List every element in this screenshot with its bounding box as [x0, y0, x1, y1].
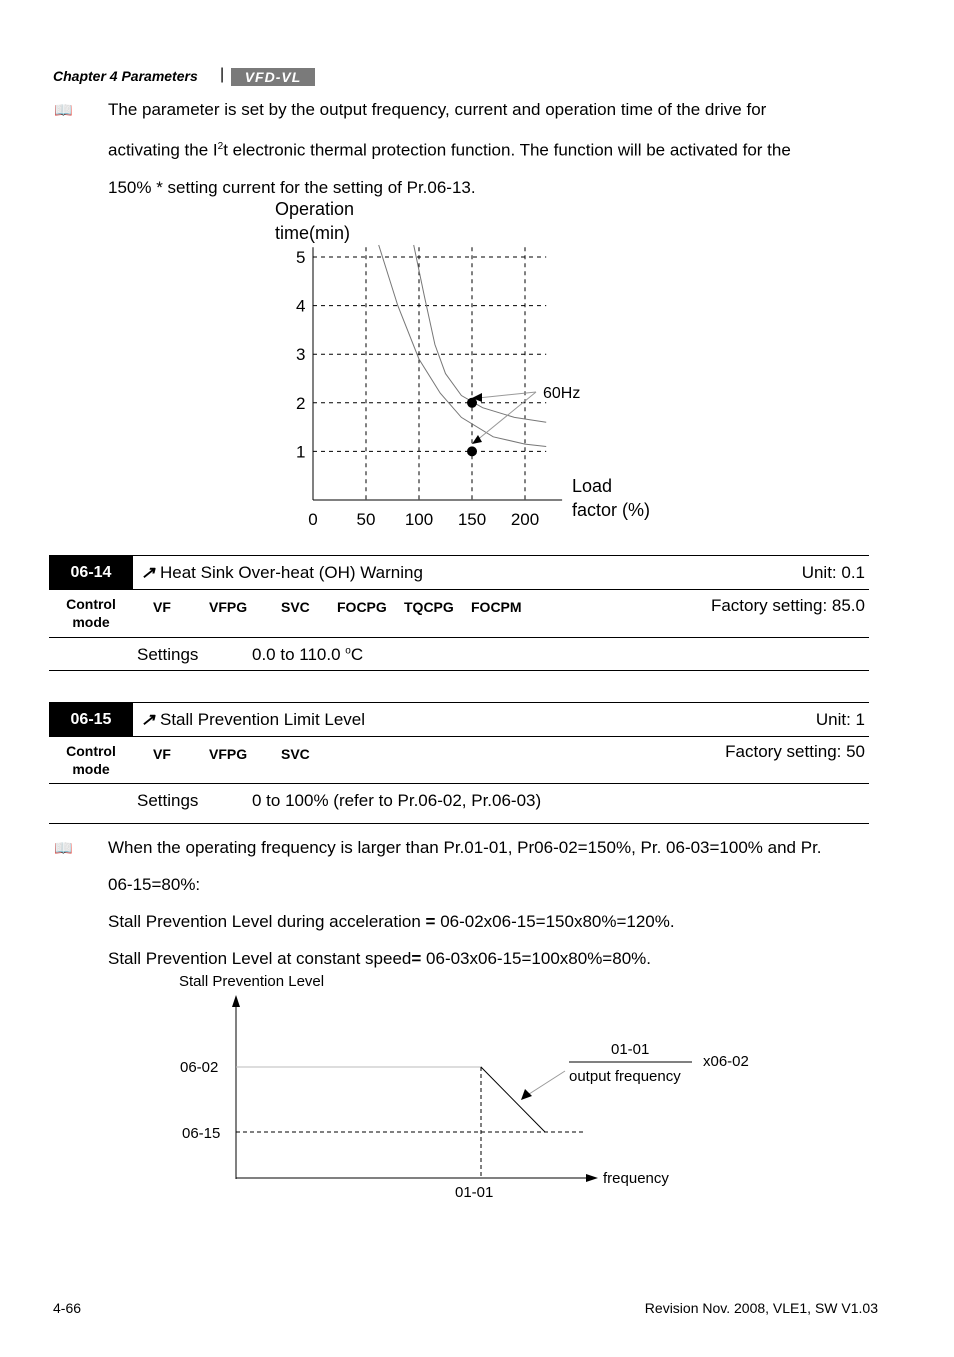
data-point-2	[467, 446, 477, 456]
intro-line-2-sup: 2	[217, 141, 224, 152]
chart1-series	[379, 245, 547, 447]
mode-svc: SVC	[281, 746, 310, 762]
x-tick-150: 150	[457, 510, 487, 529]
thermal-chart	[260, 195, 680, 530]
book-icon: 📖	[54, 102, 73, 119]
param-title	[141, 703, 365, 737]
divider	[49, 823, 869, 824]
divider	[49, 589, 869, 590]
intro-line-2b: t electronic thermal protection function. The function will be activated for the	[223, 140, 791, 160]
chart2-ylabel: Stall Prevention Level	[179, 973, 325, 990]
mode-focpg: FOCPG	[337, 599, 387, 615]
annotation-arrows	[472, 392, 536, 444]
product-logo: VFD-VL	[231, 68, 315, 86]
param-unit: Unit: 0.1	[801, 563, 865, 582]
note-line-2: 06-15=80%:	[108, 875, 201, 894]
param-0614-table	[49, 555, 869, 673]
note-line-4c: 06-03x06-15=100x80%=80%.	[421, 949, 651, 968]
control-mode-label	[49, 742, 133, 778]
param-title-text: Heat Sink Over-heat (OH) Warning	[159, 563, 423, 582]
x-tick-100: 100	[404, 510, 434, 529]
control-mode-line2: mode	[72, 614, 110, 630]
mode-vfpg: VFPG	[209, 599, 248, 615]
intro-line-3: 150% * setting current for the setting of Pr.06-13.	[108, 177, 476, 197]
control-mode-label	[49, 595, 133, 631]
divider	[49, 736, 869, 737]
revision-note: Revision Nov. 2008, VLE1, SW V1.03	[644, 1300, 878, 1316]
note-line-3a: Stall Prevention Level during acceleration	[108, 912, 426, 931]
chart1-ticks	[296, 248, 539, 529]
chart1-ylabel-line2: time(min)	[275, 223, 350, 243]
note-line-4-eq: =	[411, 949, 422, 968]
chart1-axes	[313, 247, 562, 500]
settings-label: Settings	[137, 791, 199, 810]
x-tick-50: 50	[356, 510, 376, 529]
chart2-xlabel: frequency	[603, 1170, 669, 1187]
param-0615-table	[49, 702, 869, 826]
intro-line-2a: activating the I	[108, 140, 218, 160]
chart1-grid	[313, 247, 546, 500]
label-0615: 06-15	[182, 1125, 221, 1142]
note-line-3c: 06-02x06-15=150x80%=120%.	[435, 912, 675, 931]
y-tick-2: 2	[296, 393, 306, 413]
settings-unit: C	[350, 645, 364, 664]
settings-value-text: 0.0 to 110.0	[252, 645, 346, 664]
x-tick-0: 0	[308, 510, 318, 529]
mode-svc: SVC	[281, 599, 310, 615]
thermal-curve-1	[379, 245, 547, 447]
y-tick-3: 3	[296, 345, 306, 365]
factory-setting: Factory setting: 85.0	[710, 596, 865, 615]
quick-set-icon: ↗	[141, 710, 156, 729]
fraction-numerator: 01-01	[611, 1041, 650, 1058]
intro-line-2	[108, 128, 908, 169]
mode-vf: VF	[153, 599, 171, 615]
degree-sup: o	[345, 645, 351, 657]
intro-line-1: The parameter is set by the output frequency, current and operation time of the drive for	[108, 100, 767, 119]
divider	[49, 637, 869, 638]
chart1-xlabel-line1: Load	[572, 476, 613, 496]
mode-vf: VF	[153, 746, 171, 762]
header-separator: |	[220, 66, 225, 83]
control-mode-line1: Control	[66, 743, 116, 759]
book-icon: 📖	[54, 840, 73, 857]
param-code: 06-15	[49, 703, 133, 737]
note-line-3	[108, 903, 898, 940]
param-title	[141, 556, 423, 590]
factory-setting: Factory setting: 50	[725, 742, 865, 761]
mode-tqcpg: TQCPG	[404, 599, 454, 615]
note-line-4a: Stall Prevention Level at constant speed	[108, 949, 412, 968]
note-line-3-eq: =	[425, 912, 436, 931]
param-unit: Unit: 1	[815, 710, 865, 729]
mode-vfpg: VFPG	[209, 746, 248, 762]
x-tick-200: 200	[510, 510, 540, 529]
stall-prevention-diagram	[170, 965, 770, 1210]
stall-note-paragraph	[108, 829, 898, 977]
chart1-xlabel-line2: factor (%)	[572, 500, 651, 520]
settings-value: 0 to 100% (refer to Pr.06-02, Pr.06-03)	[252, 791, 542, 810]
param-code: 06-14	[49, 556, 133, 590]
label-0602: 06-02	[180, 1059, 219, 1076]
fraction-denominator: output frequency	[569, 1068, 681, 1085]
y-axis-arrow	[232, 995, 240, 1007]
pointer-arrow-head	[521, 1089, 532, 1100]
settings-label: Settings	[137, 645, 199, 664]
x-axis-arrow	[586, 1174, 598, 1182]
fraction-multiplier: x06-02	[703, 1053, 749, 1070]
mode-focpm: FOCPM	[471, 599, 522, 615]
chapter-title: Chapter 4 Parameters	[53, 68, 198, 84]
control-mode-line1: Control	[66, 596, 116, 612]
chart1-ylabel-line1: Operation	[275, 199, 355, 219]
divider	[49, 670, 869, 671]
param-title-text: Stall Prevention Limit Level	[159, 710, 366, 729]
intro-paragraph	[108, 91, 908, 206]
y-tick-4: 4	[296, 296, 306, 316]
control-mode-line2: mode	[72, 761, 110, 777]
x-tick-0101: 01-01	[455, 1184, 494, 1201]
y-tick-1: 1	[296, 442, 306, 462]
chart1-annotation-60hz: 60Hz	[543, 385, 581, 402]
page-number: 4-66	[53, 1300, 82, 1316]
decline-line	[481, 1067, 545, 1132]
y-tick-5: 5	[296, 248, 306, 267]
note-line-1: When the operating frequency is larger than Pr.01-01, Pr06-02=150%, Pr. 06-03=100% and Pr.	[108, 838, 822, 857]
quick-set-icon: ↗	[141, 563, 156, 582]
pointer-line	[526, 1071, 565, 1096]
divider	[49, 783, 869, 784]
arrow-head-2	[472, 435, 482, 444]
settings-value	[252, 645, 363, 665]
